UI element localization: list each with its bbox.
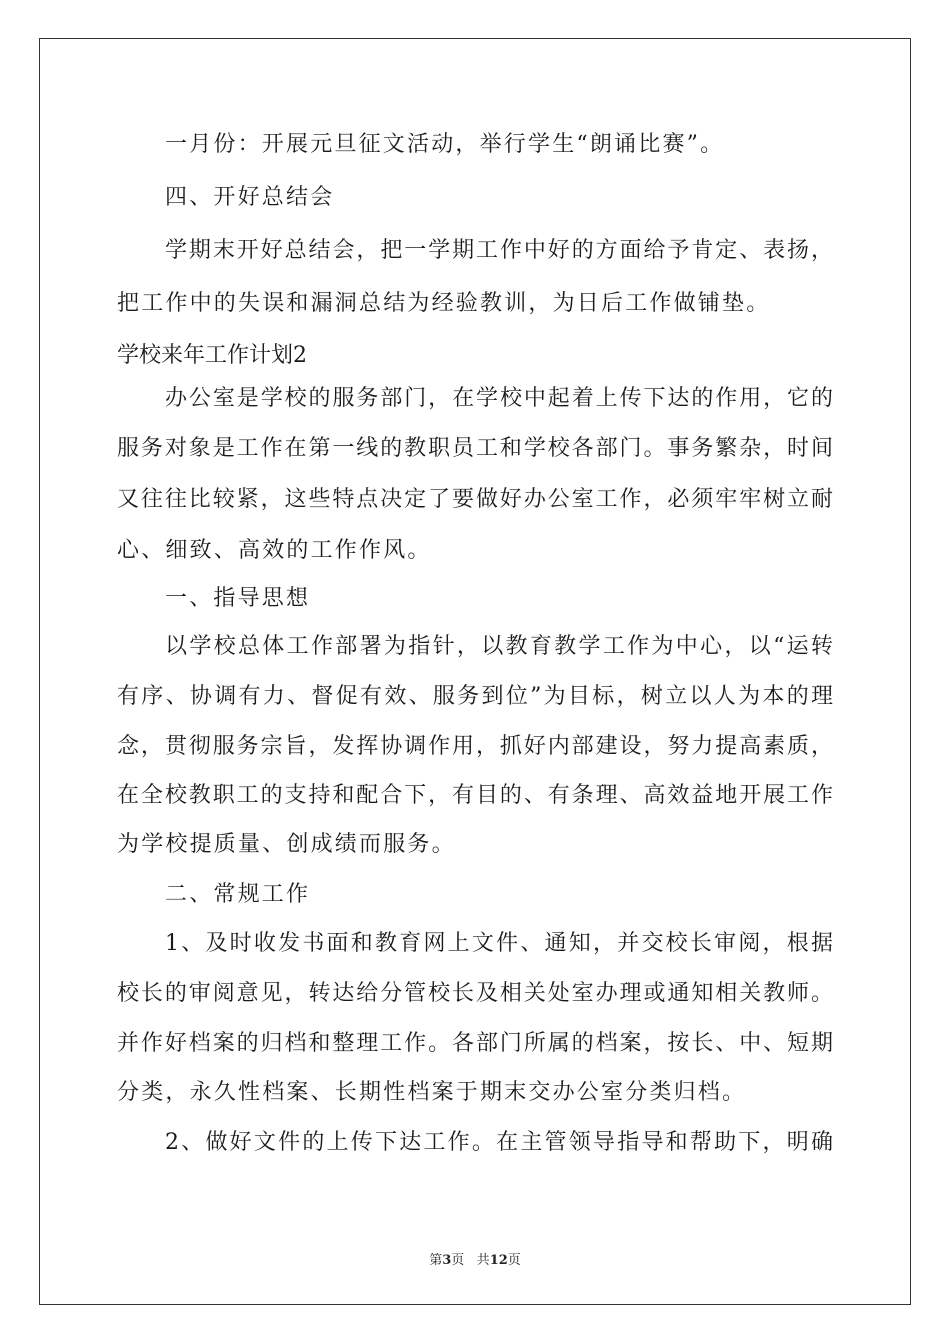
page-footer <box>0 1249 950 1268</box>
paragraph-line: 以学校总体工作部署为指针，以教育教学工作为中心，以“运转 <box>165 634 833 659</box>
paragraph-line: 在全校教职工的支持和配合下，有目的、有条理、高效益地开展工作 <box>117 783 833 808</box>
total-pages-suffix: 页 <box>507 1253 521 1268</box>
page-number: 3 <box>442 1253 452 1268</box>
paragraph-line: 2、做好文件的上传下达工作。在主管领导指导和帮助下，明确 <box>165 1130 833 1155</box>
paragraph-line: 办公室是学校的服务部门，在学校中起着上传下达的作用，它的 <box>165 386 833 411</box>
paragraph-line: 并作好档案的归档和整理工作。各部门所属的档案，按长、中、短期 <box>117 1031 833 1056</box>
paragraph-line: 念，贯彻服务宗旨，发挥协调作用，抓好内部建设，努力提高素质， <box>117 734 833 759</box>
paragraph-line: 有序、协调有力、督促有效、服务到位”为目标，树立以人为本的理 <box>117 684 833 709</box>
total-pages-prefix: 共 <box>476 1253 490 1268</box>
paragraph-line: 服务对象是工作在第一线的教职员工和学校各部门。事务繁杂，时间 <box>117 436 833 461</box>
paragraph-line: 为学校提质量、创成绩而服务。 <box>117 832 456 857</box>
section-heading: 二、常规工作 <box>165 882 311 907</box>
section-heading: 四、开好总结会 <box>165 185 335 210</box>
document-title: 学校来年工作计划2 <box>117 343 307 368</box>
section-heading: 一、指导思想 <box>165 586 311 611</box>
paragraph-line: 心、细致、高效的工作作风。 <box>117 538 432 563</box>
paragraph-line: 分类，永久性档案、长期性档案于期末交办公室分类归档。 <box>117 1080 747 1105</box>
paragraph-line: 1、及时收发书面和教育网上文件、通知，并交校长审阅，根据 <box>165 931 833 956</box>
paragraph-line: 学期末开好总结会，把一学期工作中好的方面给予肯定、表扬， <box>165 238 833 263</box>
paragraph-line: 又往往比较紧，这些特点决定了要做好办公室工作，必须牢牢树立耐 <box>117 487 833 512</box>
paragraph-line: 把工作中的失误和漏洞总结为经验教训，为日后工作做铺垫。 <box>117 291 771 316</box>
paragraph-line: 校长的审阅意见，转达给分管校长及相关处室办理或通知相关教师。 <box>117 981 833 1006</box>
paragraph-line: 一月份：开展元旦征文活动，举行学生“朗诵比赛”。 <box>165 132 725 157</box>
page-border <box>39 38 911 1305</box>
page-number-prefix: 第 <box>429 1253 443 1268</box>
total-pages: 12 <box>489 1253 508 1268</box>
page-number-suffix: 页 <box>451 1253 465 1268</box>
